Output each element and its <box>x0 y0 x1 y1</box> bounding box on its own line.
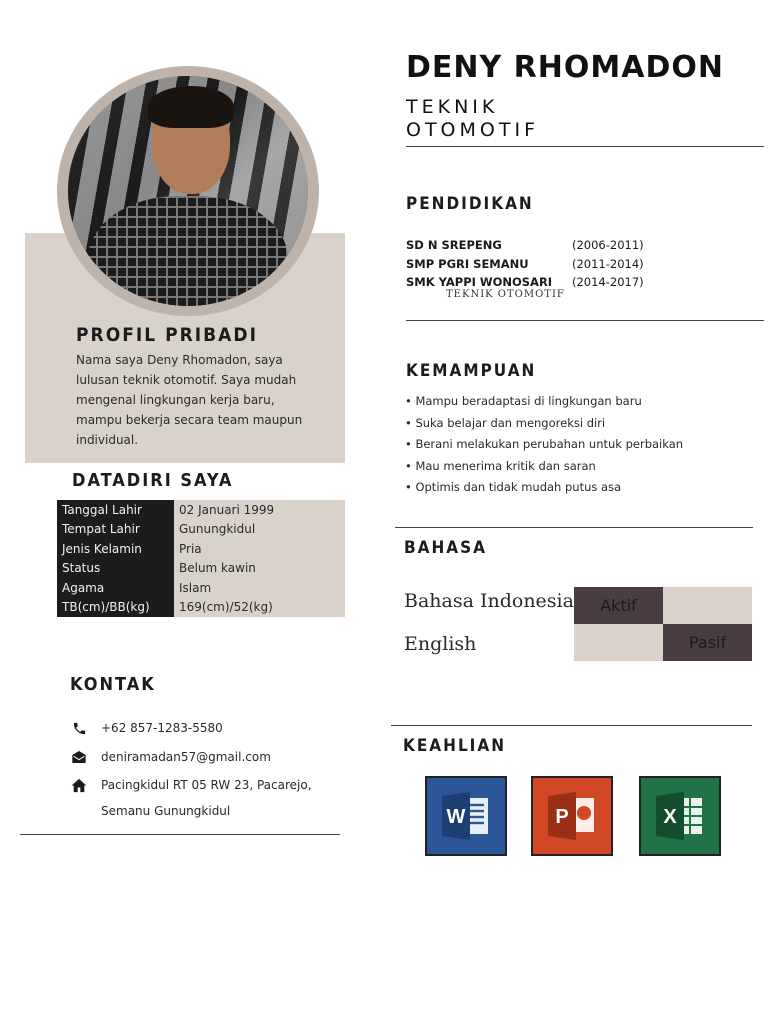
education-list <box>406 236 644 300</box>
address-line2: Semanu Gunungkidul <box>101 804 231 818</box>
language-level: Pasif <box>688 633 727 652</box>
bahasa-title: BAHASA <box>404 538 487 558</box>
svg-text:P: P <box>555 806 569 828</box>
row-value: 02 Januari 1999 <box>174 500 345 520</box>
list-item: • Optimis dan tidak mudah putus asa <box>405 480 622 494</box>
school-years: (2014-2017) <box>572 275 644 290</box>
home-icon <box>70 776 88 794</box>
list-item: • Berani melakukan perubahan untuk perbaikan <box>405 437 684 451</box>
school-years: (2006-2011) <box>572 238 644 253</box>
language-level-bar <box>574 624 752 661</box>
language-level-bar <box>574 587 752 624</box>
school-name: SMK YAPPI WONOSARI <box>406 275 553 290</box>
profile-photo-frame <box>57 66 319 316</box>
level-fill <box>574 587 663 624</box>
kontak-title: KONTAK <box>70 674 156 695</box>
divider <box>395 527 753 528</box>
language-name: English <box>404 633 477 655</box>
profil-text: Nama saya Deny Rhomadon, saya lulusan teknik otomotif. Saya mudah mengenal lingkungan kerja baru, mampu bekerja secara team maupun individual. <box>76 353 303 447</box>
school-years: (2011-2014) <box>572 256 644 271</box>
table-row <box>57 500 345 520</box>
table-row <box>57 578 345 598</box>
contact-email <box>70 748 271 766</box>
kemampuan-list <box>405 391 683 499</box>
job-title <box>406 96 539 142</box>
list-item: • Mampu beradaptasi di lingkungan baru <box>405 394 642 408</box>
datadiri-title: DATADIRI SAYA <box>72 470 234 491</box>
row-value: 169(cm)/52(kg) <box>174 598 345 618</box>
row-label: Tempat Lahir <box>57 520 174 540</box>
table-row <box>57 598 345 618</box>
kemampuan-title: KEMAMPUAN <box>406 361 537 381</box>
profil-title: PROFIL PRIBADI <box>76 324 258 346</box>
level-fill <box>663 624 752 661</box>
language-name: Bahasa Indonesia <box>404 590 574 612</box>
school-major: TEKNIK OTOMOTIF <box>446 288 565 300</box>
mail-icon <box>70 748 88 766</box>
profile-photo <box>68 76 308 306</box>
list-item <box>406 236 644 255</box>
excel-icon <box>639 776 721 856</box>
word-icon <box>425 776 507 856</box>
table-row <box>57 539 345 559</box>
list-item: • Mau menerima kritik dan saran <box>405 458 596 473</box>
contact-address <box>70 776 312 794</box>
row-value: Gunungkidul <box>174 520 345 540</box>
row-label: Tanggal Lahir <box>57 500 174 520</box>
email-text: deniramadan57@gmail.com <box>101 750 271 764</box>
svg-text:W: W <box>446 806 466 828</box>
row-label: Status <box>57 559 174 579</box>
phone-text: +62 857-1283-5580 <box>101 721 223 735</box>
powerpoint-icon <box>531 776 613 856</box>
table-row <box>57 520 345 540</box>
contact-phone <box>70 719 223 737</box>
row-value: Belum kawin <box>174 559 345 579</box>
address-line1: Pacingkidul RT 05 RW 23, Pacarejo, <box>101 778 312 792</box>
divider <box>391 725 752 726</box>
table-row <box>57 559 345 579</box>
svg-text:X: X <box>663 806 677 828</box>
row-label: Jenis Kelamin <box>57 539 174 559</box>
list-item: • Suka belajar dan mengoreksi diri <box>405 415 606 430</box>
divider <box>406 320 764 321</box>
school-name: SD N SREPENG <box>406 238 502 253</box>
language-level: Aktif <box>600 596 637 615</box>
row-value: Pria <box>174 539 345 559</box>
pendidikan-title: PENDIDIKAN <box>406 194 534 214</box>
row-label: TB(cm)/BB(kg) <box>57 598 174 618</box>
row-label: Agama <box>57 578 174 598</box>
row-value: Islam <box>174 578 345 598</box>
datadiri-table <box>57 500 345 617</box>
school-name: SMP PGRI SEMANU <box>406 256 529 271</box>
keahlian-title: KEAHLIAN <box>403 736 507 756</box>
divider <box>406 146 764 147</box>
phone-icon <box>70 719 88 737</box>
list-item <box>406 255 644 274</box>
job-title-line2: OTOMOTIF <box>406 119 540 141</box>
person-name: DENY RHOMADON <box>406 50 724 85</box>
job-title-line1: TEKNIK <box>406 96 499 118</box>
divider <box>20 834 340 835</box>
